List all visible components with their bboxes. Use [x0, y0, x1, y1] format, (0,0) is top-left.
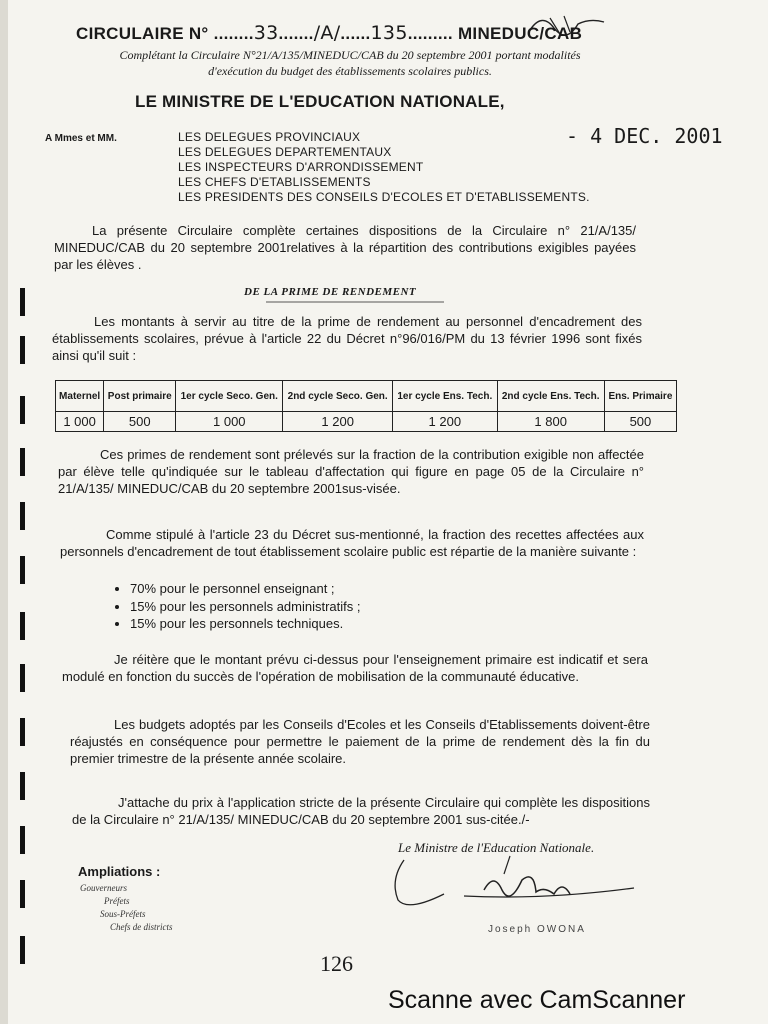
camscanner-watermark: Scanne avec CamScanner	[388, 986, 686, 1014]
binder-mark	[20, 880, 25, 908]
heading-underline	[266, 300, 446, 304]
recipient: LES CHEFS D'ETABLISSEMENTS	[178, 175, 371, 189]
list-item: • 15% pour les personnels administratifs ;	[130, 598, 361, 616]
table-header: 2nd cycle Ens. Tech.	[497, 381, 604, 412]
list-item: • 70% pour le personnel enseignant ;	[130, 580, 361, 598]
recipient: LES PRESIDENTS DES CONSEILS D'ECOLES ET D'ETABLISSEMENTS.	[178, 190, 590, 204]
ampliation-item: Sous-Préfets	[100, 909, 146, 919]
table-cell: 1 200	[393, 412, 497, 432]
table-header: Maternel	[56, 381, 104, 412]
ministry-dots: .........	[407, 24, 453, 43]
section-heading: DE LA PRIME DE RENDEMENT	[244, 286, 417, 298]
table-header: 1er cycle Ens. Tech.	[393, 381, 497, 412]
ampliations-title: Ampliations :	[78, 864, 161, 879]
ampliation-item: Chefs de districts	[110, 922, 173, 932]
montants-paragraph: Les montants à servir au titre de la prime de rendement au personnel d'encadrement des établissements scolaires, prévue à l'article 22 du Décret n°96/016/PM du 13 février 1996 sont fixés ainsi qu'il suit :	[52, 314, 642, 363]
table-header: 2nd cycle Seco. Gen.	[283, 381, 393, 412]
table-cell: 1 000	[176, 412, 283, 432]
page-number: 126	[320, 951, 353, 976]
distribution-list	[112, 580, 361, 633]
binder-mark	[20, 448, 25, 476]
num-sep-dots: .......	[278, 24, 314, 43]
intro-paragraph: La présente Circulaire complète certaines dispositions de la Circulaire n° 21/A/135/ MINEDUC/CAB du 20 septembre 2001relatives à la répartition des contributions exigibles payées par les élèves .	[54, 223, 636, 272]
recipient: LES DELEGUES PROVINCIAUX	[178, 130, 361, 144]
article23-paragraph: Comme stipulé à l'article 23 du Décret sus-mentionné, la fraction des recettes affectées aux personnels d'encadrement de tout établissement scolaire public est répartie de la manière suivante :	[60, 527, 644, 559]
handwritten-signature	[384, 850, 654, 930]
budgets-paragraph: Les budgets adoptés par les Conseils d'Ecoles et les Conseils d'Etablissements doivent-être réajustés en conséquence pour permettre le paiement de la prime de rendement dès la fin du premier trimestre de la présente année scolaire.	[70, 717, 650, 766]
circulaire-title	[76, 22, 582, 44]
table-cell: 1 200	[283, 412, 393, 432]
recipient: LES INSPECTEURS D'ARRONDISSEMENT	[178, 160, 424, 174]
binder-mark	[20, 288, 25, 316]
subtitle-line-2: d'exécution du budget des établissements scolaires publics.	[208, 64, 492, 78]
binder-mark	[20, 556, 25, 584]
table-header: Ens. Primaire	[604, 381, 676, 412]
prime-table	[55, 380, 677, 432]
primes-paragraph: Ces primes de rendement sont prélevés sur la fraction de la contribution exigible non affectée par élève telle qu'indiquée sur le tableau d'affectation qui figure en page 05 de la Circulaire n° 21/A/135/ MINEDUC/CAB du 20 septembre 2001sus-visée.	[58, 447, 644, 496]
table-header-row	[56, 381, 677, 412]
scan-edge	[0, 0, 8, 1024]
circulaire-a-code: /A/	[313, 22, 341, 44]
table-header: 1er cycle Seco. Gen.	[176, 381, 283, 412]
table-cell: 1 000	[56, 412, 104, 432]
attache-paragraph: J'attache du prix à l'application stricte de la présente Circulaire qui complète les dispositions de la Circulaire n° 21/A/135/ MINEDUC/CAB du 20 septembre 2001 sus-citée./-	[72, 795, 650, 827]
list-item: • 15% pour les personnels techniques.	[130, 615, 361, 633]
binder-mark	[20, 502, 25, 530]
signatory-name: Joseph OWONA	[488, 924, 586, 935]
table-cell: 500	[604, 412, 676, 432]
circulaire-prefix: CIRCULAIRE N°	[76, 24, 209, 43]
binder-mark	[20, 664, 25, 692]
reitere-paragraph: Je réitère que le montant prévu ci-dessus pour l'enseignement primaire est indicatif et sera modulé en fonction du succès de l'opération de mobilisation de la communauté éducative.	[62, 652, 648, 684]
minister-heading: LE MINISTRE DE L'EDUCATION NATIONALE,	[135, 92, 505, 111]
table-row	[56, 412, 677, 432]
ampliation-item: Préfets	[104, 896, 130, 906]
circulaire-code: 135	[370, 22, 408, 44]
address-label: A Mmes et MM.	[45, 133, 117, 144]
ministry-code: MINEDUC/CAB	[457, 24, 583, 43]
table-cell: 1 800	[497, 412, 604, 432]
binder-mark	[20, 612, 25, 640]
binder-mark	[20, 936, 25, 964]
binder-mark	[20, 336, 25, 364]
recipients-list	[178, 130, 590, 205]
ampliations-list	[80, 882, 173, 934]
recipient: LES DELEGUES DEPARTEMENTAUX	[178, 145, 392, 159]
binder-mark	[20, 826, 25, 854]
signature-title: Le Ministre de l'Education Nationale.	[398, 840, 595, 855]
table-cell: 500	[104, 412, 176, 432]
num-dots: ........	[213, 24, 254, 43]
circulaire-number: 33	[253, 22, 279, 44]
binder-mark	[20, 396, 25, 424]
table-header: Post primaire	[104, 381, 176, 412]
ampliation-item: Gouverneurs	[80, 883, 127, 893]
binder-mark	[20, 718, 25, 746]
document-date: - 4 DEC. 2001	[566, 124, 723, 148]
code-dots: ......	[340, 24, 371, 43]
subtitle-line-1: Complétant la Circulaire N°21/A/135/MINEDUC/CAB du 20 septembre 2001 portant modalités	[119, 48, 581, 62]
binder-mark	[20, 772, 25, 800]
